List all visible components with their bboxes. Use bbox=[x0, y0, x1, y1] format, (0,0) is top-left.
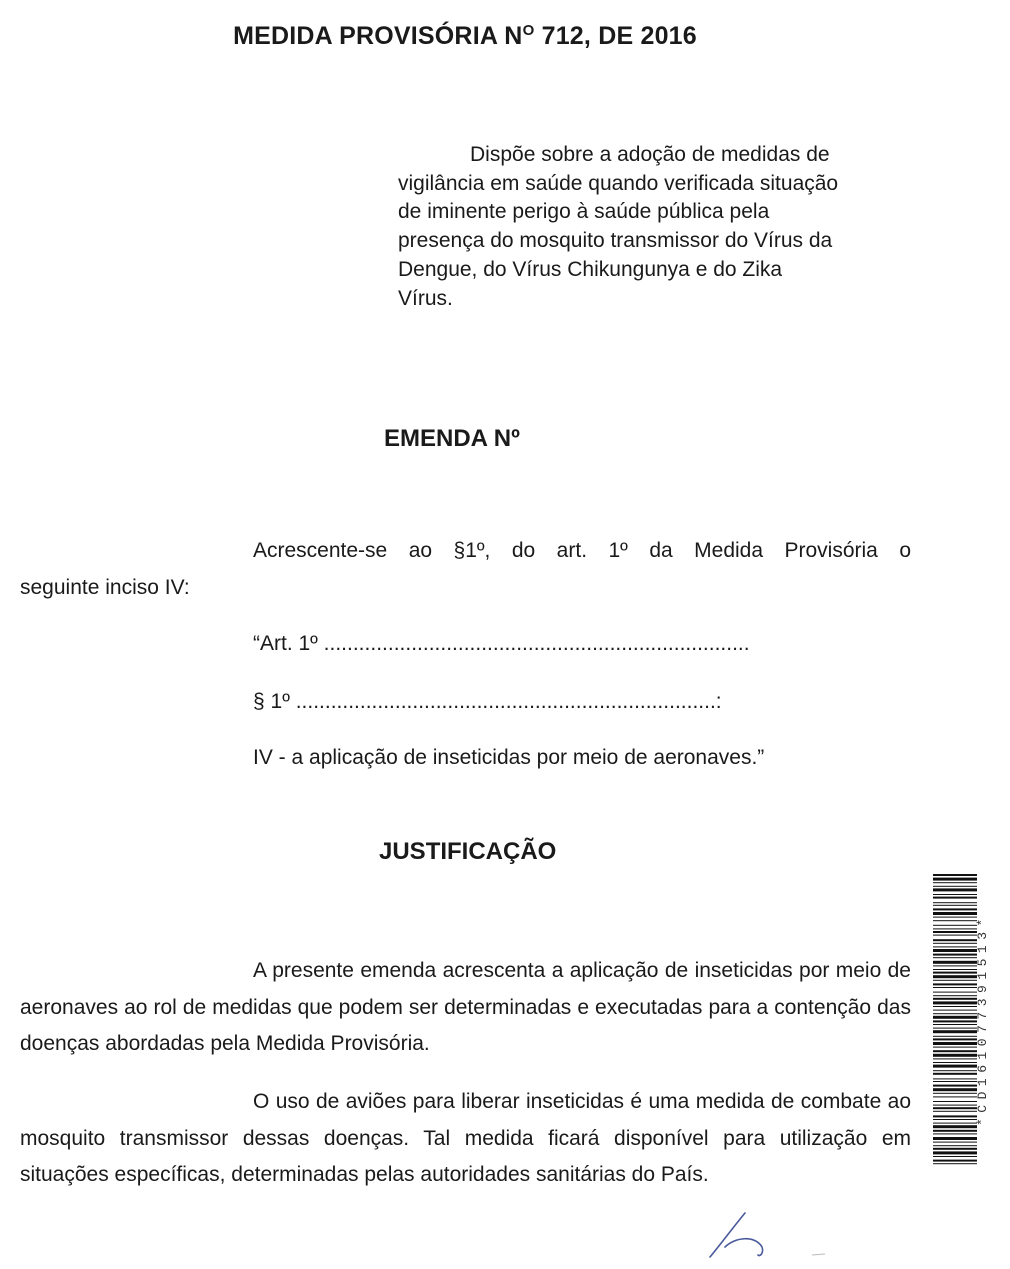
barcode-bar bbox=[933, 1028, 977, 1029]
barcode-bar bbox=[933, 1010, 977, 1011]
barcode-bar bbox=[933, 905, 977, 906]
barcode-bar bbox=[933, 1036, 977, 1037]
barcode-bar bbox=[933, 925, 977, 926]
justificacao-paragraph-1-text: A presente emenda acrescenta a aplicação de inseticidas por meio de aeronaves ao rol de medidas que podem ser determinadas e executadas para a contenção das doenças abordadas pela Medida Provisória. bbox=[20, 959, 911, 1055]
barcode-bar bbox=[933, 1065, 977, 1068]
barcode-bar bbox=[933, 874, 977, 876]
barcode-bar bbox=[933, 1085, 977, 1087]
barcode-bar bbox=[933, 1024, 977, 1025]
barcode-bar bbox=[933, 998, 977, 1000]
barcode-bar bbox=[933, 882, 977, 883]
barcode-bar bbox=[933, 1054, 977, 1057]
justificacao-paragraph-2 bbox=[20, 1084, 911, 1194]
barcode-bar bbox=[933, 943, 977, 944]
barcode-bar bbox=[933, 908, 977, 910]
barcode-bar bbox=[933, 961, 977, 964]
barcode-bar bbox=[933, 975, 977, 978]
barcode-bar bbox=[933, 949, 977, 952]
barcode-bar bbox=[933, 888, 977, 891]
barcode-bar bbox=[933, 1062, 977, 1063]
ementa-line: Dengue, do Vírus Chikungunya e do Zika bbox=[398, 257, 783, 281]
barcode-bar bbox=[933, 1160, 977, 1162]
barcode-bar bbox=[933, 912, 977, 915]
barcode-bar bbox=[933, 987, 977, 988]
barcode-bar bbox=[933, 931, 977, 933]
barcode-bar bbox=[933, 920, 977, 921]
barcode-bar bbox=[933, 1133, 977, 1134]
barcode-bar bbox=[933, 1016, 977, 1019]
signature-mark bbox=[700, 1205, 830, 1265]
barcode-bar bbox=[933, 1115, 977, 1117]
barcode-bar bbox=[933, 935, 977, 936]
barcode-bar bbox=[933, 894, 977, 895]
barcode-bar bbox=[933, 1151, 977, 1154]
barcode-bar bbox=[933, 902, 977, 903]
emenda-heading: EMENDA Nº bbox=[384, 425, 520, 452]
barcode-bar bbox=[933, 1111, 977, 1112]
barcode-bar bbox=[933, 1137, 977, 1140]
barcode-bar bbox=[933, 1093, 977, 1094]
barcode-bar bbox=[933, 1105, 977, 1106]
paragraph-line: § 1º ........................................................................: bbox=[253, 690, 722, 713]
barcode-bar bbox=[933, 1073, 977, 1075]
barcode-bar bbox=[933, 1050, 977, 1052]
barcode-bar bbox=[933, 1119, 977, 1120]
barcode-bar bbox=[933, 878, 977, 881]
barcode-bar bbox=[933, 897, 977, 899]
barcode-bar bbox=[933, 980, 977, 981]
ementa-line: de iminente perigo à saúde pública pela bbox=[398, 200, 770, 224]
title-number-date: 712, DE 2016 bbox=[534, 22, 697, 50]
barcode-bar bbox=[933, 954, 977, 956]
title-text: MEDIDA PROVISÓRIA N bbox=[233, 22, 523, 50]
ementa-block bbox=[398, 141, 910, 313]
art-line: “Art. 1º ......................................................................... bbox=[253, 632, 750, 655]
barcode-bar bbox=[933, 1042, 977, 1045]
barcode-bar bbox=[933, 1130, 977, 1132]
barcode-bar bbox=[933, 983, 977, 985]
emenda-intro-line2: seguinte inciso IV: bbox=[20, 576, 190, 599]
barcode-bar bbox=[933, 1142, 977, 1143]
barcode-bar bbox=[933, 1047, 977, 1048]
barcode-bar bbox=[933, 1088, 977, 1091]
ementa-line: Vírus. bbox=[398, 286, 453, 310]
justificacao-paragraph-1 bbox=[20, 953, 911, 1063]
barcode-bar bbox=[933, 1001, 977, 1004]
barcode-bar bbox=[933, 1038, 977, 1040]
barcode-bar bbox=[933, 1123, 977, 1124]
barcode-bar bbox=[933, 992, 977, 993]
barcode-bar bbox=[933, 917, 977, 918]
barcode-bar bbox=[933, 1125, 977, 1128]
barcode-bar bbox=[933, 972, 977, 974]
barcode-bar bbox=[933, 946, 977, 947]
emenda-intro-line1: Acrescente-se ao §1º, do art. 1º da Medida Provisória o bbox=[253, 539, 911, 562]
barcode-bar bbox=[933, 1096, 977, 1097]
barcode-bar bbox=[933, 1107, 977, 1109]
barcode-text: *CD161077391513* bbox=[975, 913, 990, 1127]
barcode-bar bbox=[933, 1101, 977, 1102]
barcode-bar bbox=[933, 1030, 977, 1033]
document-title bbox=[0, 22, 930, 51]
barcode-bar bbox=[933, 1006, 977, 1007]
ementa-line: presença do mosquito transmissor do Vírus da bbox=[398, 229, 833, 253]
barcode-bar bbox=[933, 965, 977, 966]
barcode-bar bbox=[933, 1078, 977, 1079]
barcode-bar bbox=[933, 886, 977, 887]
barcode-bar bbox=[933, 928, 977, 929]
barcode-bar bbox=[933, 995, 977, 996]
justificacao-paragraph-2-text: O uso de aviões para liberar inseticidas é uma medida de combate ao mosquito transmissor dessas doenças. Tal medida ficará disponível para utilização em situações específicas, determinadas pelas autoridades sanitárias do País. bbox=[20, 1090, 911, 1186]
barcode-bar bbox=[933, 957, 977, 958]
barcode-bar bbox=[933, 1148, 977, 1150]
barcode-bar bbox=[933, 1013, 977, 1014]
barcode-bar bbox=[933, 1081, 977, 1082]
barcode bbox=[933, 872, 979, 1168]
barcode-bar bbox=[933, 1156, 977, 1157]
barcode-bar bbox=[933, 969, 977, 970]
title-superscript: O bbox=[522, 22, 535, 39]
ementa-line: Dispõe sobre a adoção de medidas de bbox=[470, 143, 830, 166]
barcode-bar bbox=[933, 1070, 977, 1071]
barcode-bar bbox=[933, 1145, 977, 1146]
barcode-bar bbox=[933, 1058, 977, 1059]
ementa-line: vigilância em saúde quando verificada situação bbox=[398, 171, 839, 195]
barcode-bar bbox=[933, 1163, 977, 1164]
barcode-bar bbox=[933, 939, 977, 941]
barcode-bar bbox=[933, 1020, 977, 1022]
justificacao-heading: JUSTIFICAÇÃO bbox=[379, 838, 557, 865]
inciso-line: IV - a aplicação de inseticidas por meio de aeronaves.” bbox=[253, 746, 765, 769]
